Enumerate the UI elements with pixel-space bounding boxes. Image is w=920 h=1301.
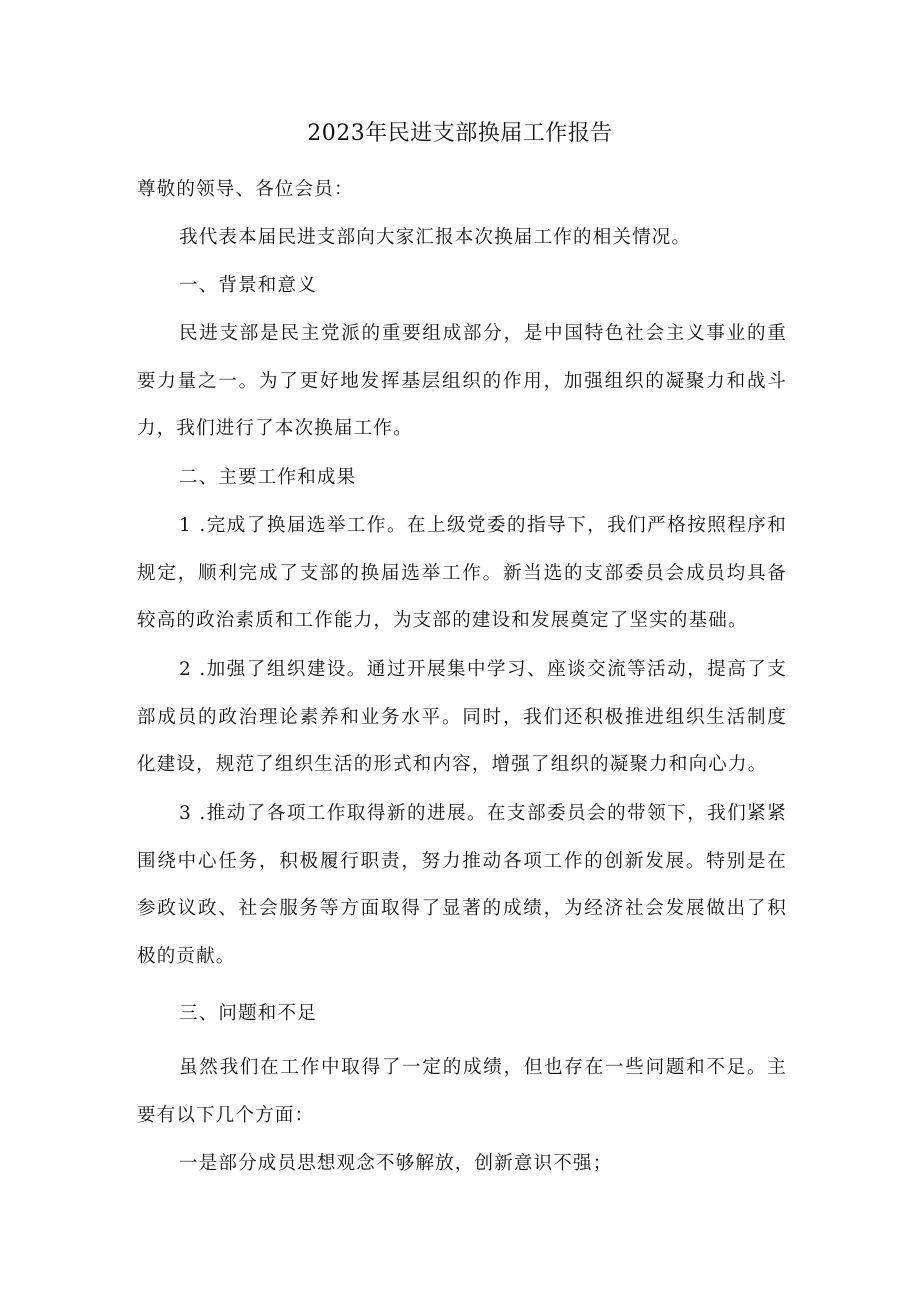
intro-paragraph: 我代表本届民进支部向大家汇报本次换届工作的相关情况。 <box>179 227 692 248</box>
section3-point-1: 一是部分成员思想观念不够解放，创新意识不强； <box>179 1153 613 1174</box>
section2-heading: 二、主要工作和成果 <box>179 467 357 488</box>
section2-item-2: 2 .加强了组织建设。通过开展集中学习、座谈交流等活动，提高了支部成员的政治理论素养和业务水平。同时，我们还积极推进组织生活制度化建设，规范了组织生活的形式和内容，增强了组织的凝聚力和向心力。 <box>137 659 787 775</box>
salutation: 尊敬的领导、各位会员： <box>137 179 354 200</box>
section3-heading: 三、问题和不足 <box>179 1003 317 1024</box>
section2-item-3: 3 .推动了各项工作取得新的进展。在支部委员会的带领下，我们紧紧围绕中心任务，积极履行职责，努力推动各项工作的创新发展。特别是在参政议政、社会服务等方面取得了显著的成绩，为经济社会发展做出了积极的贡献。 <box>137 803 787 967</box>
section1-body: 民进支部是民主党派的重要组成部分，是中国特色社会主义事业的重要力量之一。为了更好地发挥基层组织的作用，加强组织的凝聚力和战斗力，我们进行了本次换届工作。 <box>137 323 787 439</box>
document-title: 2023年民进支部换届工作报告 <box>307 121 613 146</box>
section2-item-1: 1 .完成了换届选举工作。在上级党委的指导下，我们严格按照程序和规定，顺利完成了支部的换届选举工作。新当选的支部委员会成员均具备较高的政治素质和工作能力，为支部的建设和发展奠定了坚实的基础。 <box>137 515 787 631</box>
section3-body: 虽然我们在工作中取得了一定的成绩，但也存在一些问题和不足。主要有以下几个方面： <box>137 1057 787 1126</box>
section1-heading: 一、背景和意义 <box>179 275 317 296</box>
